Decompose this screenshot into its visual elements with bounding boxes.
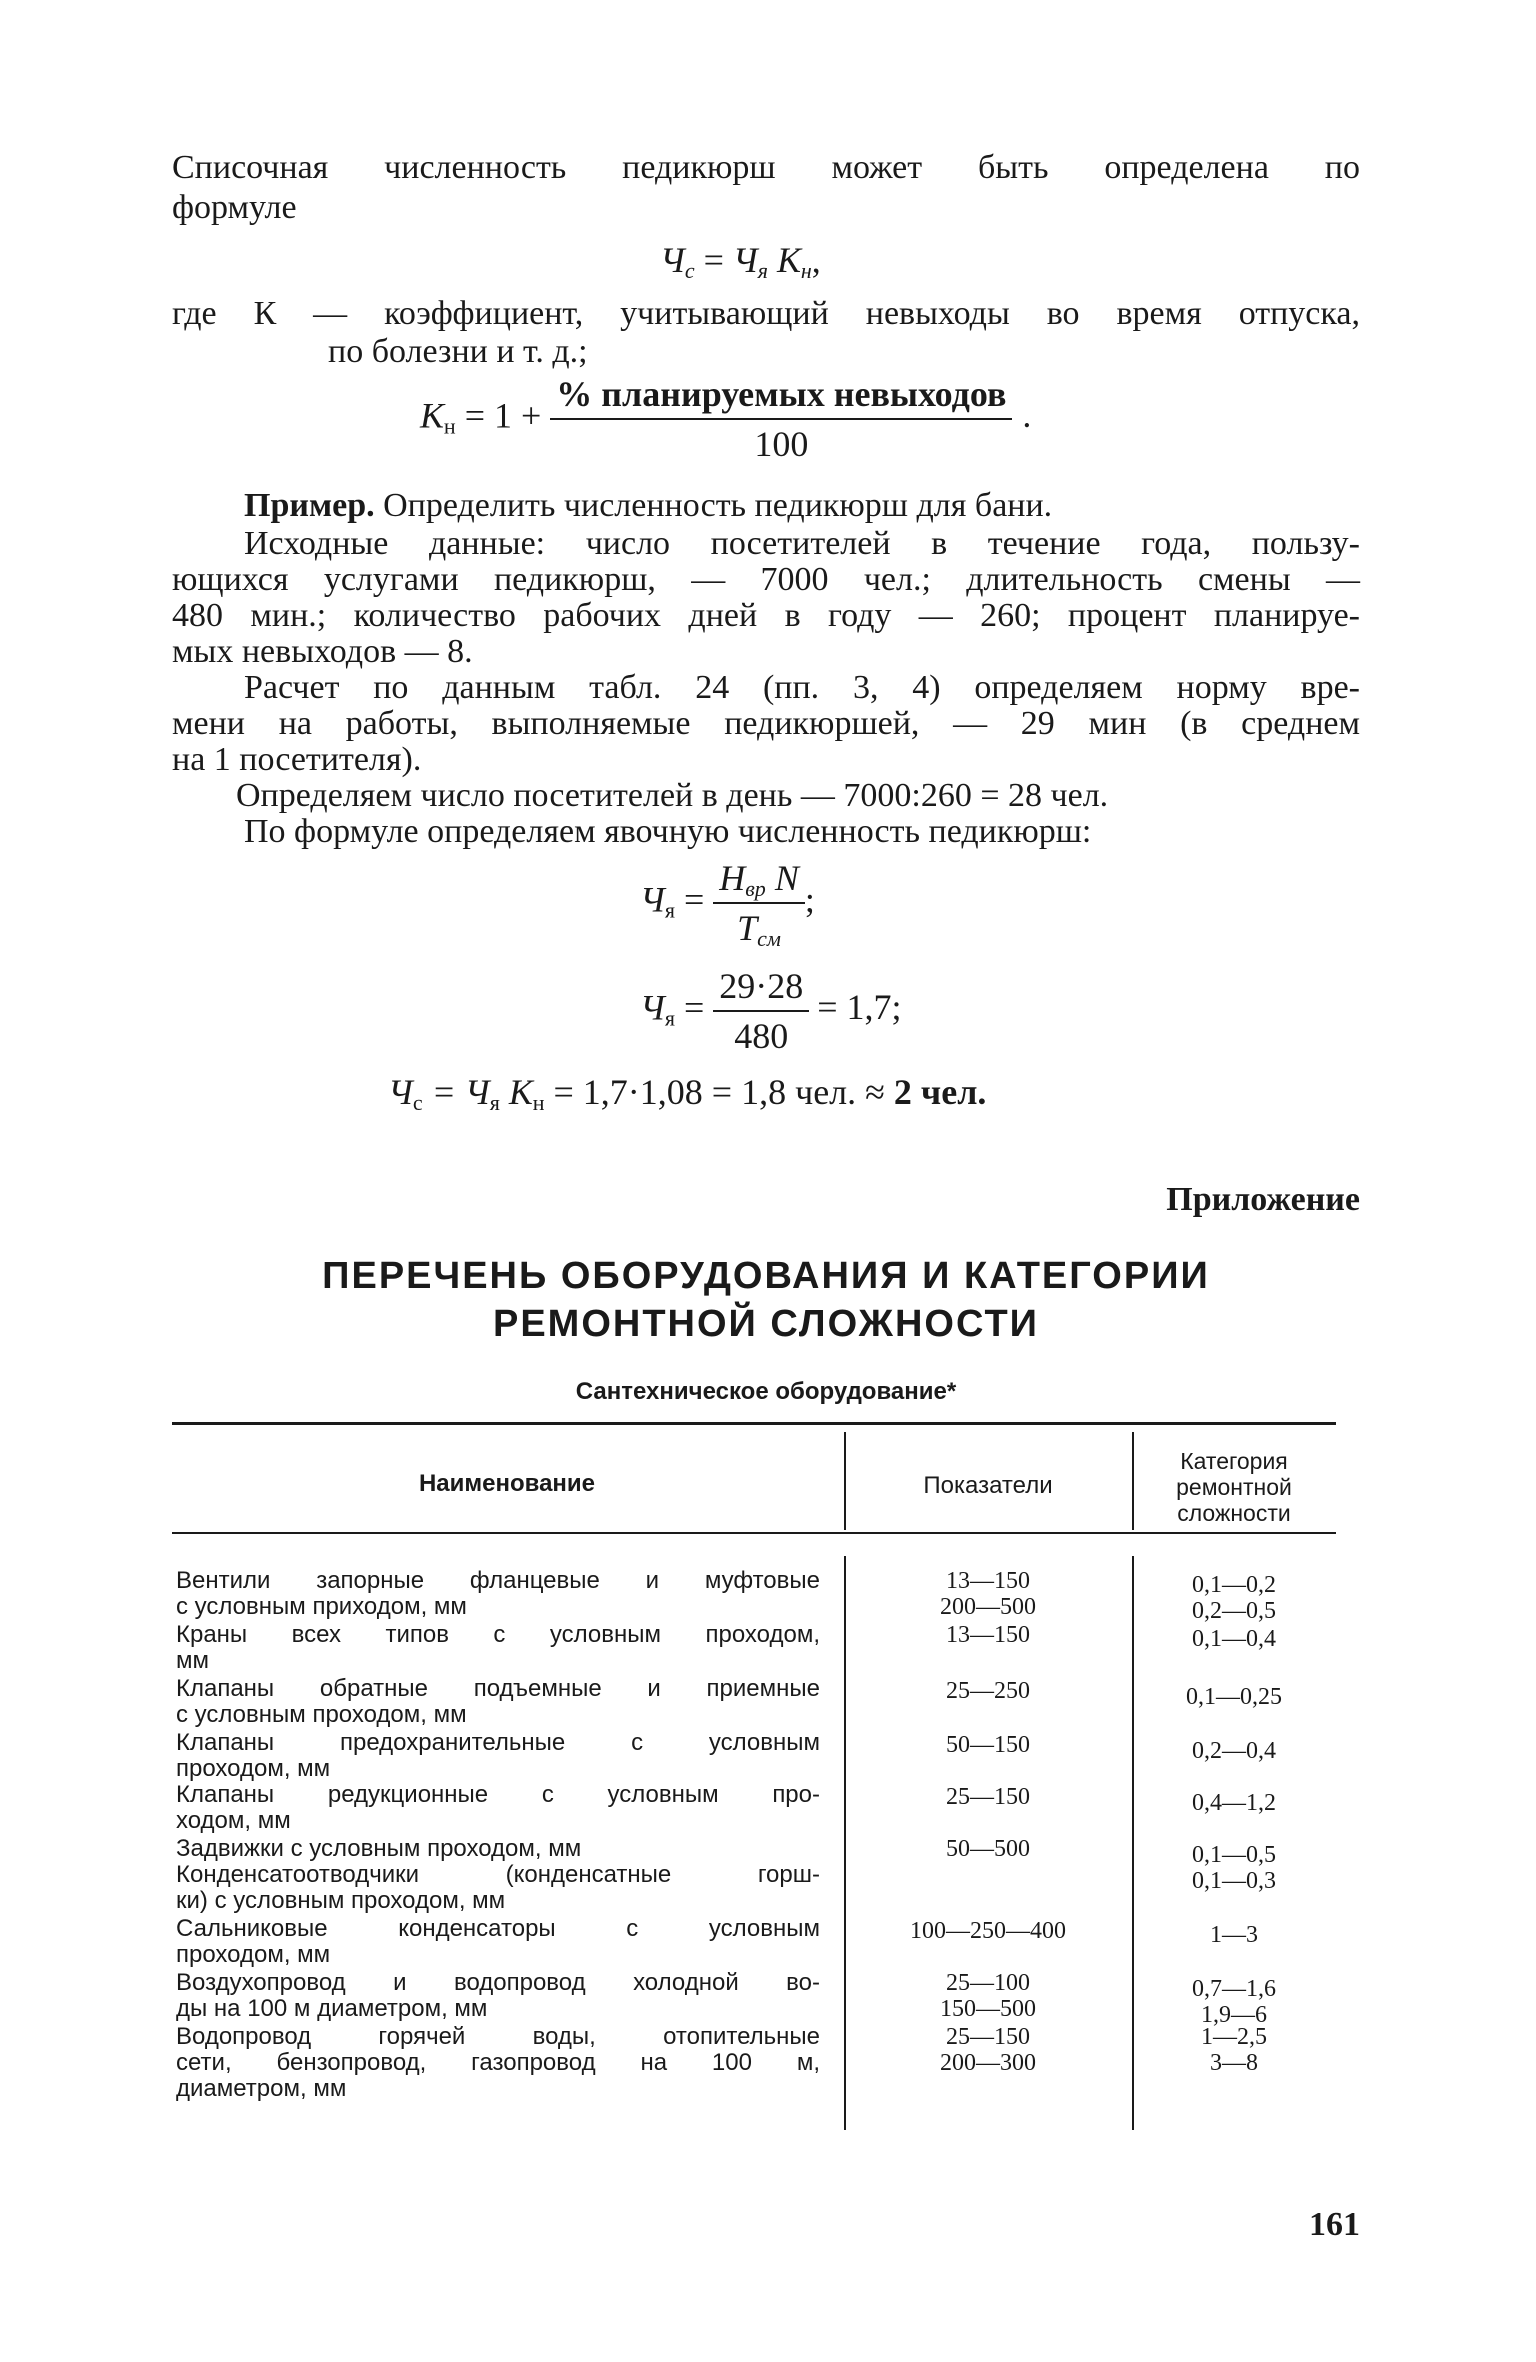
example-line-2: ющихся услугами педикюрш, — 7000 чел.; длительность смены —: [172, 561, 1360, 598]
intro-line-1: Списочная численность педикюрш может быть определена по: [172, 149, 1360, 186]
table-row-name: Водопровод горячей воды, отопительные сети, бензопровод, газопровод на 100 м, диаметром, мм: [176, 2023, 820, 2102]
table-row-indicators: 13—150: [946, 1622, 1030, 1648]
table-row-name: Конденсатоотводчики (конденсатные горш- ки) с условным проходом, мм: [176, 1861, 820, 1914]
calc-formula-line: По формуле определяем явочную численность педикюрш:: [244, 813, 1092, 850]
appendix-label: Приложение: [1166, 1181, 1360, 1218]
formula-attendance: $Ч_я$ = $\frac{Н_{вр} N}{Т_{см}}$ ;: [640, 858, 815, 951]
calc-visitors-line: Определяем число посетителей в день — 7000:260 = 28 чел.: [236, 777, 1109, 814]
appendix-heading-line-2: РЕМОНТНОЙ СЛОЖНОСТИ: [492, 1303, 1039, 1345]
table-row-name: Вентили запорные фланцевые и муфтовые с условным приходом, мм: [176, 1567, 820, 1620]
table-row-indicators: 100—250—400: [910, 1918, 1066, 1944]
table-row-name: Краны всех типов с условным проходом, мм: [176, 1621, 820, 1674]
formula-attendance-value: $Ч_я$ = $\frac{29\cdot 28}{480}$ = 1,7;: [640, 966, 902, 1056]
table-row-name: Задвижки с условным проходом, мм: [176, 1835, 582, 1862]
table-row-name: Клапаны предохранительные с условным проходом, мм: [176, 1729, 820, 1782]
table-row-category: 0,1—0,5: [1192, 1842, 1276, 1868]
table-row-category: 0,2—0,4: [1192, 1738, 1276, 1764]
table-row-indicators: 50—500: [946, 1836, 1030, 1862]
table-row-indicators: 25—100 150—500: [940, 1970, 1036, 2022]
column-header-indicators: Показатели: [923, 1472, 1053, 1499]
table-row-category: 1—3: [1210, 1922, 1258, 1948]
table-row-indicators: 25—150: [946, 1784, 1030, 1810]
intro-line-2: формуле: [172, 189, 297, 226]
table-row-category: 0,1—0,3: [1192, 1868, 1276, 1894]
where-line-1: где К — коэффициент, учитывающий невыходы во время отпуска,: [172, 295, 1360, 332]
table-caption: Сантехническое оборудование*: [575, 1378, 957, 1405]
example-title: Пример. Определить численность педикюрш для бани.: [244, 487, 1053, 524]
table-row-indicators: 50—150: [946, 1732, 1030, 1758]
calc-line-3: на 1 посетителя).: [172, 741, 422, 778]
table-row-name: Клапаны обратные подъемные и приемные с условным проходом, мм: [176, 1675, 820, 1728]
appendix-heading-line-1: ПЕРЕЧЕНЬ ОБОРУДОВАНИЯ И КАТЕГОРИИ: [322, 1255, 1210, 1297]
example-line-1: Исходные данные: число посетителей в течение года, пользу-: [244, 525, 1360, 562]
table-row-indicators: 25—150 200—300: [940, 2024, 1036, 2076]
formula-result: $Ч_с = Ч_я$ $К_н = 1,7\cdot 1,08 = 1,8$ чел. ≈ 2 чел.: [388, 1072, 987, 1115]
table-row-category: 0,7—1,6 1,9—6: [1192, 1976, 1276, 2028]
page-number: 161: [1309, 2206, 1360, 2243]
column-header-name: Наименование: [418, 1470, 596, 1497]
where-line-2: по болезни и т. д.;: [328, 333, 588, 370]
table-top-rule: [172, 1422, 1336, 1425]
table-row-name: Клапаны редукционные с условным про- ходом, мм: [176, 1781, 820, 1834]
column-header-category: Категория ремонтной сложности: [1176, 1448, 1292, 1526]
table-row-name: Сальниковые конденсаторы с условным проходом, мм: [176, 1915, 820, 1968]
calc-line-2: мени на работы, выполняемые педикюршей, — 29 мин (в среднем: [172, 705, 1360, 742]
table-row-indicators: 13—150 200—500: [940, 1568, 1036, 1620]
formula-list-count: $Ч_с = Ч_я$ $К_н$,: [660, 240, 821, 283]
calc-line-1: Расчет по данным табл. 24 (пп. 3, 4) определяем норму вре-: [244, 669, 1360, 706]
table-row-name: Воздухопровод и водопровод холодной во- ды на 100 м диаметром, мм: [176, 1969, 820, 2022]
example-line-3: 480 мин.; количество рабочих дней в году — 260; процент планируе-: [172, 597, 1360, 634]
table-row-category: 0,1—0,25: [1186, 1684, 1282, 1710]
example-line-4: мых невыходов — 8.: [172, 633, 473, 670]
table-row-category: 0,1—0,4: [1192, 1626, 1276, 1652]
table-row-category: 0,4—1,2: [1192, 1790, 1276, 1816]
formula-coefficient: $К_н = 1$ + $\frac{\text{\% планируемых невыходов}}{100}$ .: [420, 374, 1032, 464]
table-row-category: 0,1—0,2 0,2—0,5: [1192, 1572, 1276, 1624]
table-header-rule: [172, 1532, 1336, 1534]
table-row-category: 1—2,5 3—8: [1201, 2024, 1267, 2076]
table-row-indicators: 25—250: [946, 1678, 1030, 1704]
